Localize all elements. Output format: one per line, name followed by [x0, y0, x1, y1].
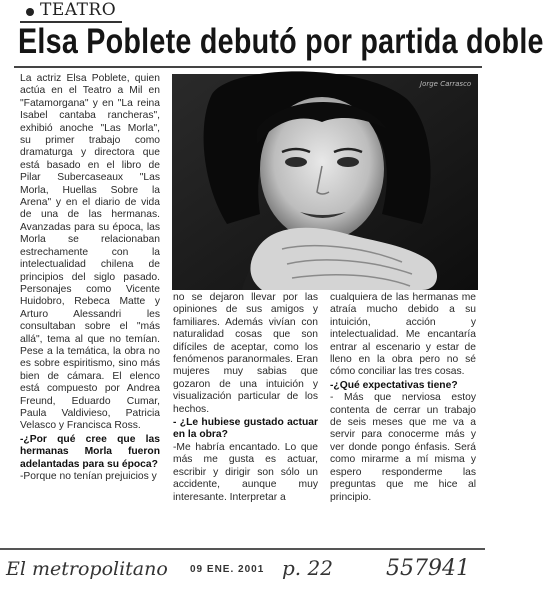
publication-name: El metropolitano	[6, 558, 168, 580]
interview-question-2: - ¿Le hubiese gustado actuar en la obra?	[173, 417, 318, 441]
column-1-body: La actriz Elsa Poblete, quien actúa en el Teatro a Mil en "Fatamorgana" y en "La reina Isabel cantaba rancheras", exhibió anoche "Las Morla", su primer trabajo como dramaturga y directora que está basado en el libro de Pilar Subercaseaux "Las Morla, Huellas Sobre la Arena" y en el diario de vida de una de las hermanas. Avanzadas para su época, las Morla se relacionaban estrechamente con la intelectualidad chilena de principios del siglo pasado. Personajes como Vicente Huidobro, Rebeca Matte y Arturo Alessandri les consultaban sobre el "más allá", tema al que no temían. Pese a la temática, la obra no es sobre espiritismo, sino más bien de cámara. El elenco está compuesto por Andrea Freund, Eduardo Cumar, Paula Valdivieso, Patricia Velasco y Francisca Ross.	[20, 73, 160, 432]
page-number: p. 22	[282, 556, 333, 580]
interview-question-3: -¿Qué expectativas tiene?	[330, 379, 458, 391]
interview-question-1: -¿Por qué cree que las hermanas Morla fueron adelantadas para su época?	[20, 433, 160, 470]
column-2-body: no se dejaron llevar por las opiniones de sus amigos y familiares. Además vivían con naturalidad cosas que son difíciles de aceptar, como los fenómenos paranormales. Eran mujeres muy sabias que gozaron de una intuición y visualización particular de los hechos.	[173, 292, 318, 415]
photo-credit: Jorge Carrasco	[420, 80, 472, 88]
portrait-illustration	[172, 74, 478, 290]
clipping-footer	[0, 552, 485, 592]
article-column-3	[330, 292, 476, 504]
archive-number: 557941	[386, 556, 470, 581]
column-3-body: cualquiera de las hermanas me atraía mucho debido a su intuición, acción y intelectualidad. Me encantaría entrar al escenario y estar de lleno en la obra pero no sé cómo conciliar las tres cosas.	[330, 292, 476, 378]
footer-rule	[0, 548, 485, 550]
section-header	[20, 2, 130, 22]
portrait-photo	[172, 74, 478, 290]
headline-rule	[14, 66, 482, 68]
headline: Elsa Poblete debutó por partida doble	[18, 22, 544, 61]
interview-answer-3: - Más que nerviosa estoy contenta de cerrar un trabajo de seis meses que me va a servir para conocerme más y ver donde pongo énfasis. Será como mirarme a mí misma y espero responderme las preguntas que me hice al principio.	[330, 392, 476, 503]
section-bullet-icon	[26, 8, 34, 16]
section-label: TEATRO	[40, 0, 117, 20]
article-column-2	[173, 292, 318, 504]
interview-answer-2: -Me habría encantado. Lo que más me gusta es actuar, escribir y dirigir son sólo un accidente, aunque muy interesante. Interpretar a	[173, 441, 318, 503]
article-column-1	[20, 73, 160, 483]
publication-date-stamp: 09 ENE. 2001	[190, 564, 265, 575]
interview-answer-1: -Porque no tenían prejuicios y	[20, 471, 157, 482]
